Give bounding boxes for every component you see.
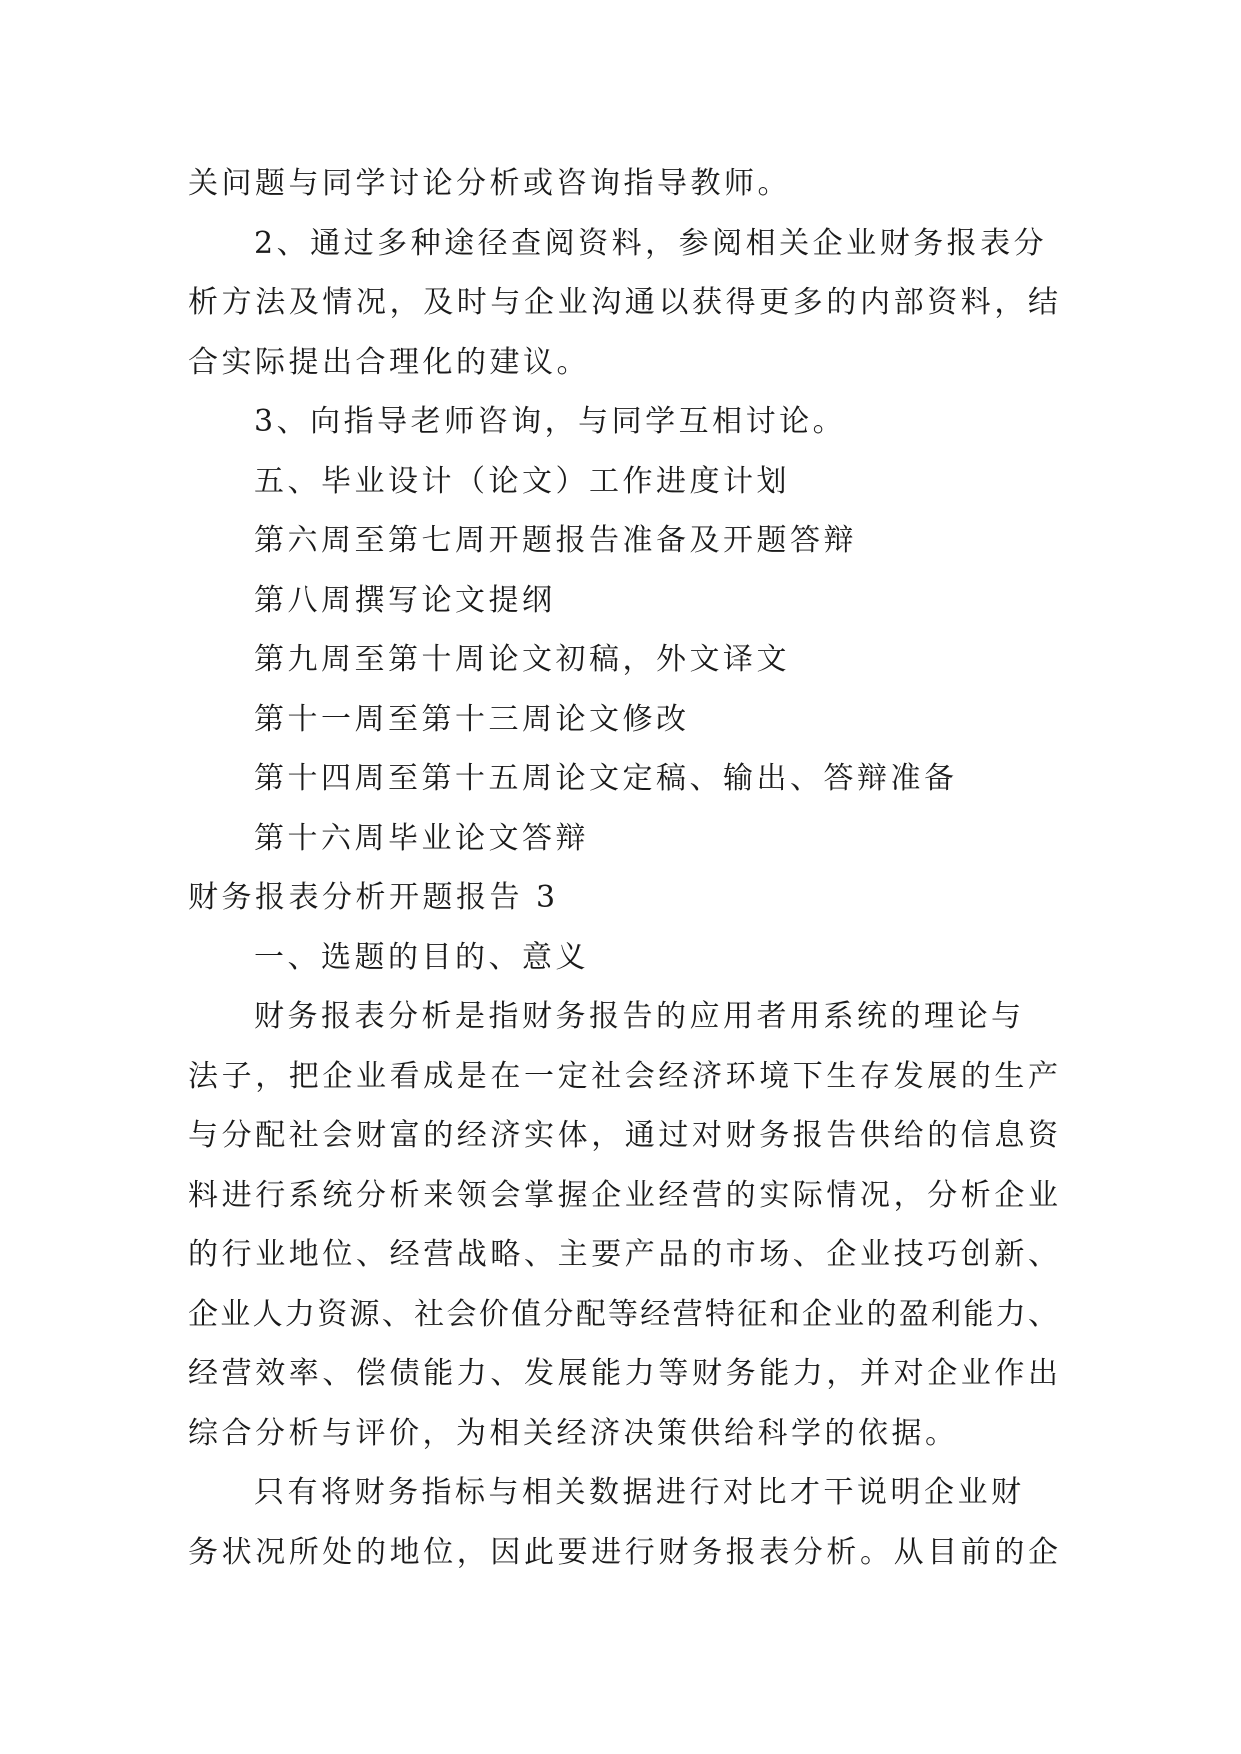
text-line: 与分配社会财富的经济实体，通过对财务报告供给的信息资 (188, 1118, 1058, 1153)
text-line: 析方法及情况，及时与企业沟通以获得更多的内部资料，结 (188, 285, 1058, 320)
text-line: 财务报表分析是指财务报告的应用者用系统的理论与 (254, 999, 1025, 1034)
text-line: 料进行系统分析来领会掌握企业经营的实际情况，分析企业 (188, 1177, 1058, 1213)
section-heading: 五、毕业设计（论文）工作进度计划 (254, 463, 790, 499)
text-line: 只有将财务指标与相关数据进行对比才干说明企业财 (254, 1475, 1025, 1510)
schedule-item: 第六周至第七周开题报告准备及开题答辩 (254, 523, 857, 558)
text-line: 法子，把企业看成是在一定社会经济环境下生存发展的生产 (188, 1058, 1058, 1094)
schedule-item: 第十六周毕业论文答辩 (254, 820, 589, 856)
text-line: 关问题与同学讨论分析或咨询指导教师。 (188, 166, 791, 201)
schedule-item: 第十四周至第十五周论文定稿、输出、答辩准备 (254, 761, 958, 796)
schedule-item: 第八周撰写论文提纲 (254, 582, 556, 618)
text-line: 的行业地位、经营战略、主要产品的市场、企业技巧创新、 (188, 1237, 1058, 1272)
text-line: 务状况所处的地位，因此要进行财务报表分析。从目前的企 (188, 1534, 1058, 1570)
text-line: 2、通过多种途径查阅资料，参阅相关企业财务报表分 (254, 225, 1048, 261)
text-line: 企业人力资源、社会价值分配等经营特征和企业的盈利能力、 (188, 1296, 1058, 1332)
schedule-item: 第九周至第十周论文初稿，外文译文 (254, 642, 790, 677)
section-heading: 一、选题的目的、意义 (254, 939, 589, 975)
text-line: 合实际提出合理化的建议。 (188, 344, 590, 380)
text-line: 3、向指导老师咨询，与同学互相讨论。 (254, 404, 847, 439)
schedule-item: 第十一周至第十三周论文修改 (254, 701, 690, 737)
text-line: 经营效率、偿债能力、发展能力等财务能力，并对企业作出 (188, 1356, 1058, 1391)
text-line: 综合分析与评价，为相关经济决策供给科学的依据。 (188, 1415, 959, 1451)
report-title: 财务报表分析开题报告 3 (188, 880, 559, 915)
document-body (188, 154, 1058, 1582)
